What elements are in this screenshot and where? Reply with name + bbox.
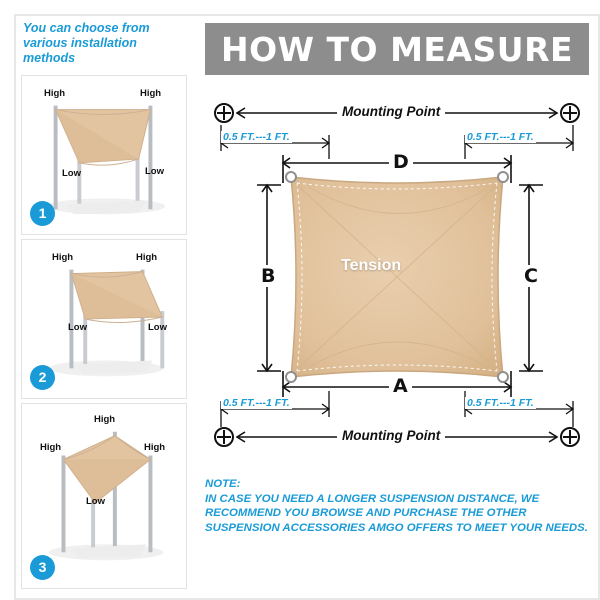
method-badge-2: 2 bbox=[30, 365, 55, 390]
installation-method-1[interactable] bbox=[21, 75, 187, 235]
distance-label-top-left: 0.5 FT.---1 FT. bbox=[223, 131, 290, 143]
note-title: NOTE: bbox=[205, 478, 241, 490]
label-high: High bbox=[140, 88, 162, 99]
distance-label-top-right: 0.5 FT.---1 FT. bbox=[467, 131, 534, 143]
dimension-label-d: D bbox=[389, 151, 413, 173]
sail-tension-label: Tension bbox=[341, 257, 402, 274]
label-high: High bbox=[40, 442, 62, 453]
label-high: High bbox=[136, 252, 158, 263]
installation-method-2[interactable] bbox=[21, 239, 187, 399]
label-low: Low bbox=[62, 168, 81, 179]
how-to-measure-column bbox=[199, 17, 595, 595]
label-low: Low bbox=[148, 322, 167, 333]
label-high: High bbox=[52, 252, 74, 263]
distance-label-bottom-left: 0.5 FT.---1 FT. bbox=[223, 397, 290, 409]
page-title: HOW TO MEASURE bbox=[220, 29, 574, 69]
installation-methods-column bbox=[17, 17, 192, 595]
note-block bbox=[205, 477, 593, 535]
label-high: High bbox=[94, 414, 116, 425]
label-low: Low bbox=[86, 496, 105, 507]
label-high: High bbox=[144, 442, 166, 453]
title-bar bbox=[205, 23, 589, 75]
dimension-label-b: B bbox=[257, 265, 279, 287]
label-high: High bbox=[44, 88, 66, 99]
installation-methods-heading: You can choose from various installation methods bbox=[23, 21, 150, 65]
mounting-point-bottom-label: Mounting Point bbox=[337, 428, 445, 443]
distance-label-bottom-right: 0.5 FT.---1 FT. bbox=[467, 397, 534, 409]
method-badge-3: 3 bbox=[30, 555, 55, 580]
label-low: Low bbox=[145, 166, 164, 177]
note-body: IN CASE YOU NEED A LONGER SUSPENSION DISTANCE, WE RECOMMEND YOU BROWSE AND PURCHASE THE OTHER SUSPENSION ACCESSORIES AMGO OFFERS TO MEET YOUR NEEDS. bbox=[205, 492, 588, 534]
dimension-label-c: C bbox=[520, 265, 542, 287]
measurement-diagram bbox=[199, 79, 595, 469]
method-badge-1: 1 bbox=[30, 201, 55, 226]
dimension-label-a: A bbox=[389, 375, 412, 397]
label-low: Low bbox=[68, 322, 87, 333]
installation-method-3[interactable] bbox=[21, 403, 187, 589]
mounting-point-top-label: Mounting Point bbox=[337, 104, 445, 119]
